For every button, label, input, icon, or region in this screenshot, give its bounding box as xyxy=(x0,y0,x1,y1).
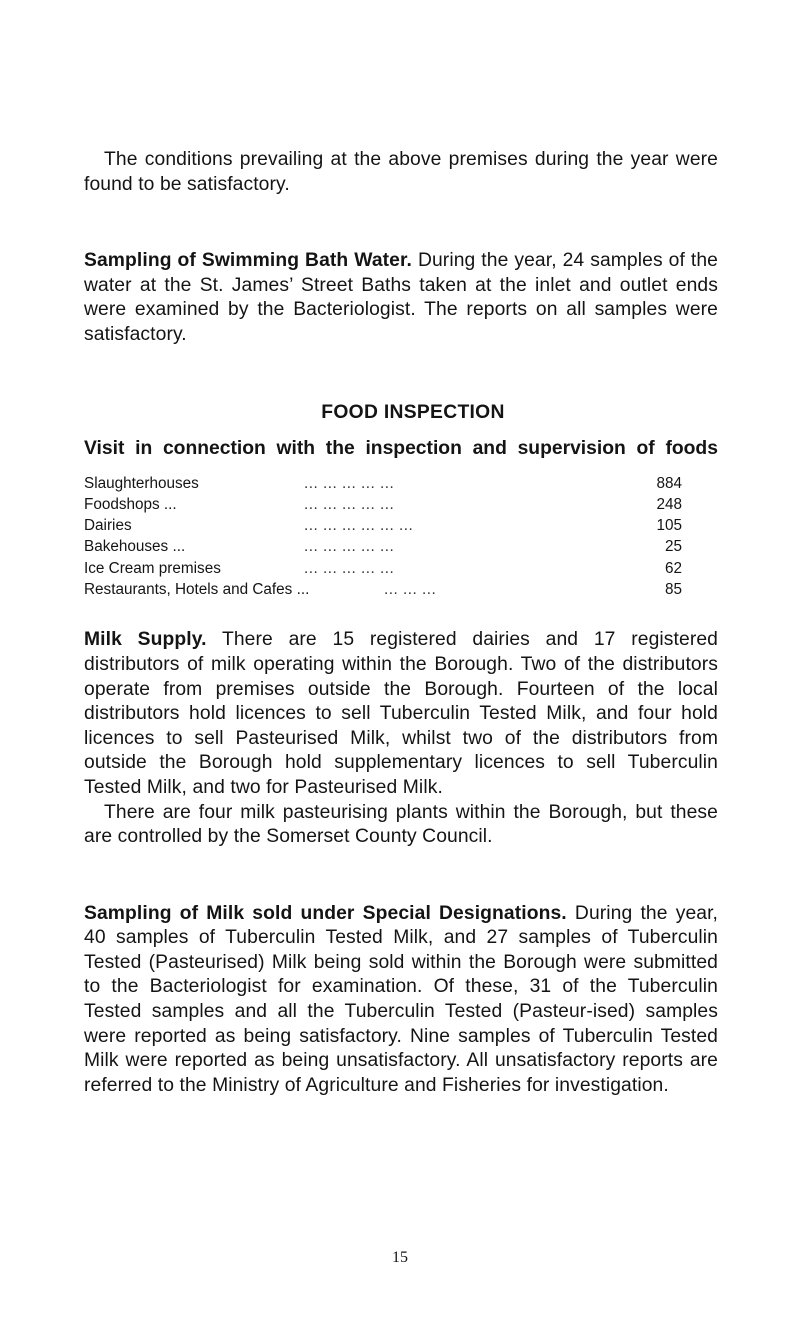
visits-row-ice-cream xyxy=(84,558,682,579)
visit-label: Restaurants, Hotels and Cafes ... xyxy=(84,581,310,599)
milk-supply-body: There are 15 registered dairies and 17 registered distributors of milk operating within the Borough. Two of the distributors operate from premises outside the Borough. Fourteen of the local distributors hold licences to sell Tuberculin Tested Milk, and four hold licences to sell Pasteurised Milk, whilst two of the distributors from outside the Borough hold supplementary licences to sell Tuberculin Tested Milk, and two for Pasteurised Milk. xyxy=(84,629,718,798)
visits-row-foodshops xyxy=(84,494,682,515)
subtitle-word: supervision xyxy=(517,437,626,459)
visits-row-dairies xyxy=(84,515,682,536)
food-inspection-subtitle xyxy=(84,437,718,461)
visit-count: 884 xyxy=(656,474,682,492)
visits-table xyxy=(84,473,682,601)
subtitle-word: and xyxy=(472,437,507,459)
food-inspection-title: FOOD INSPECTION xyxy=(321,401,505,423)
visits-row-bakehouses xyxy=(84,536,682,557)
special-designations-body: During the year, 40 samples of Tuberculin Tested Milk, and 27 samples of Tuberculin Tested (Pasteurised) Milk being sold within the Borough were submitted to the Bacteriologist for examination. Of these, 31 of the Tuberculin Tested samples and all the Tuberculin Tested (Pasteur-ised) samples were reported as being satisfactory. Nine samples of Tuberculin Tested Milk were reported as being unsatisfactory. All unsatisfactory reports are referred to the Ministry of Agriculture and Fisheries for investigation. xyxy=(84,902,719,1096)
visit-count: 85 xyxy=(664,581,682,599)
swimming-bath-paragraph xyxy=(84,249,718,347)
subtitle-word: Visit xyxy=(84,437,125,459)
visit-count: 248 xyxy=(656,495,682,513)
visits-row-slaughterhouses xyxy=(84,473,682,494)
visit-label: Ice Cream premises xyxy=(84,559,221,577)
subtitle-word: inspection xyxy=(365,437,462,459)
subtitle-word: foods xyxy=(665,437,718,459)
visit-leader-dots: ... ... ... ... ... ... xyxy=(304,517,414,535)
swimming-bath-body: During the year, 24 samples of the water at the St. James’ Street Baths taken at the inlet and outlet ends were examined by the Bacteriologist. The reports on all samples were satisfactory. xyxy=(84,250,718,345)
subtitle-word: the xyxy=(325,437,355,459)
intro-paragraph: The conditions prevailing at the above premises during the year were found to be satisfactory. xyxy=(84,149,718,195)
subtitle-word: in xyxy=(135,437,153,459)
milk-supply-heading: Milk Supply. xyxy=(84,629,207,651)
visit-label: Foodshops ... xyxy=(84,495,177,513)
visits-row-restaurants xyxy=(84,579,682,600)
visit-count: 105 xyxy=(656,517,682,535)
milk-supply-paragraph xyxy=(84,628,718,800)
swimming-bath-heading: Sampling of Swimming Bath Water. xyxy=(84,250,412,272)
visit-leader-dots: ... ... ... ... ... xyxy=(304,495,395,513)
subtitle-word: of xyxy=(636,437,655,459)
visit-count: 62 xyxy=(664,559,682,577)
visit-leader-dots: ... ... ... ... ... xyxy=(304,474,395,492)
special-designations-paragraph xyxy=(84,902,718,1099)
visit-label: Bakehouses ... xyxy=(84,538,186,556)
visit-leader-dots: ... ... ... ... ... xyxy=(304,559,395,577)
document-page xyxy=(84,148,718,1098)
page-number: 15 xyxy=(392,1249,408,1266)
milk-supply-paragraph-2: There are four milk pasteurising plants within the Borough, but these are controlled by the Somerset County Council. xyxy=(84,801,718,848)
visit-leader-dots: ... ... ... xyxy=(384,581,437,599)
visit-leader-dots: ... ... ... ... ... xyxy=(304,538,395,556)
special-designations-heading: Sampling of Milk sold under Special Designations. xyxy=(84,902,567,924)
subtitle-word: with xyxy=(276,437,316,459)
visit-label: Dairies xyxy=(84,517,132,535)
visit-label: Slaughterhouses xyxy=(84,474,199,492)
visit-count: 25 xyxy=(664,538,682,556)
subtitle-word: connection xyxy=(162,437,266,459)
